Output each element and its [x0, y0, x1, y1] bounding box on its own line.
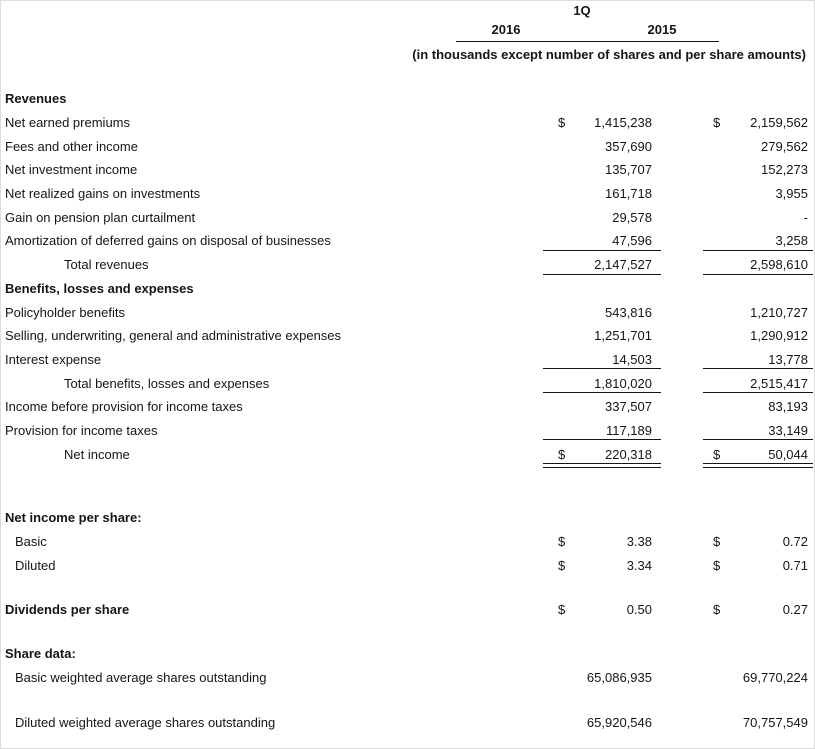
table-row	[1, 395, 813, 419]
table-row	[1, 553, 813, 577]
row-label: Net realized gains on investments	[5, 186, 201, 202]
cell-value: 3,258	[775, 233, 808, 249]
cell-2016	[543, 665, 661, 689]
cell-2016	[543, 111, 661, 135]
cell-value: 2,147,527	[594, 257, 652, 273]
cell-value: 29,578	[612, 209, 652, 225]
cell-2016	[543, 553, 661, 577]
table-row	[1, 182, 813, 206]
section-label: Net income per share:	[5, 510, 142, 526]
section-label: Benefits, losses and expenses	[5, 280, 194, 296]
row-label: Gain on pension plan curtailment	[5, 209, 196, 225]
cell-value: 0.27	[782, 602, 808, 618]
cell-value: 13,778	[768, 351, 808, 367]
cell-2015	[703, 229, 813, 253]
dollar-sign: $	[558, 446, 566, 462]
cell-value: 0.50	[626, 602, 652, 618]
dollar-sign: $	[558, 115, 566, 131]
column-header-2015: 2015	[647, 22, 677, 37]
cell-2016	[543, 598, 661, 622]
cell-2015	[703, 111, 813, 135]
cell-2015	[703, 182, 813, 206]
cell-value: 0.72	[782, 534, 808, 550]
row-label: Diluted	[15, 557, 56, 573]
total-row	[1, 371, 813, 395]
cell-value: 33,149	[768, 422, 808, 438]
row-label: Provision for income taxes	[5, 422, 158, 438]
cell-value: 2,159,562	[750, 115, 808, 131]
cell-value: 117,189	[605, 422, 652, 438]
spacer	[1, 466, 813, 506]
header-underline	[456, 41, 719, 42]
cell-value: 1,810,020	[594, 375, 652, 391]
cell-2016	[543, 419, 661, 443]
cell-value: 3,955	[775, 186, 808, 202]
cell-2016	[543, 395, 661, 419]
dollar-sign: $	[558, 557, 566, 573]
cell-value: 0.71	[782, 557, 808, 573]
spacer	[1, 689, 813, 711]
row-label: Selling, underwriting, general and administrative expenses	[5, 328, 342, 344]
row-label: Net income	[64, 446, 130, 462]
row-label: Amortization of deferred gains on disposal of businesses	[5, 233, 331, 249]
section-row	[1, 506, 813, 530]
section-label: Revenues	[5, 91, 67, 107]
cell-value: 337,507	[605, 399, 652, 415]
cell-2015	[703, 553, 813, 577]
cell-2016	[543, 182, 661, 206]
table-row	[1, 205, 813, 229]
cell-value: 14,503	[612, 351, 652, 367]
cell-value: 135,707	[605, 162, 652, 178]
row-label: Diluted weighted average shares outstanding	[15, 715, 276, 731]
table-row	[1, 598, 813, 622]
statement-body	[1, 87, 813, 735]
row-label: Fees and other income	[5, 138, 138, 154]
table-row	[1, 158, 813, 182]
cell-value: 1,210,727	[750, 304, 808, 320]
row-label: Interest expense	[5, 351, 102, 367]
period-header: 1Q	[573, 3, 591, 18]
cell-2015	[703, 158, 813, 182]
cell-2016	[543, 711, 661, 735]
cell-2015	[703, 395, 813, 419]
dollar-sign: $	[558, 534, 566, 550]
cell-value: 69,770,224	[742, 669, 808, 685]
cell-2016	[543, 253, 661, 277]
cell-2015	[703, 442, 813, 466]
cell-2015	[703, 134, 813, 158]
cell-2015	[703, 530, 813, 554]
column-header-2016: 2016	[491, 22, 521, 37]
table-row	[1, 324, 813, 348]
section-row	[1, 642, 813, 666]
row-label: Net investment income	[5, 162, 138, 178]
row-label: Policyholder benefits	[5, 304, 125, 320]
section-row	[1, 87, 813, 111]
cell-value: 2,515,417	[750, 375, 808, 391]
dollar-sign: $	[713, 534, 721, 550]
cell-2016	[543, 205, 661, 229]
cell-2016	[543, 530, 661, 554]
cell-value: 47,596	[612, 233, 652, 249]
cell-value: 279,562	[761, 138, 808, 154]
cell-2016	[543, 229, 661, 253]
cell-value: 220,318	[605, 446, 652, 462]
cell-value: 543,816	[605, 304, 652, 320]
table-row	[1, 711, 813, 735]
cell-value: 65,920,546	[586, 715, 652, 731]
net-income-row	[1, 442, 813, 466]
row-label: Total benefits, losses and expenses	[64, 375, 270, 391]
cell-2015	[703, 205, 813, 229]
cell-2016	[543, 134, 661, 158]
dollar-sign: $	[713, 446, 721, 462]
table-row	[1, 300, 813, 324]
dollar-sign: $	[713, 115, 721, 131]
cell-2015	[703, 324, 813, 348]
row-label: Dividends per share	[5, 602, 130, 618]
table-row	[1, 530, 813, 554]
row-label: Income before provision for income taxes	[5, 399, 243, 415]
row-label: Net earned premiums	[5, 115, 130, 131]
dollar-sign: $	[713, 557, 721, 573]
cell-2015	[703, 348, 813, 372]
cell-2015	[703, 419, 813, 443]
cell-2015	[703, 598, 813, 622]
table-row	[1, 111, 813, 135]
cell-2015	[703, 665, 813, 689]
table-row	[1, 229, 813, 253]
cell-value: 1,290,912	[750, 328, 808, 344]
row-label: Basic weighted average shares outstanding	[15, 669, 267, 685]
cell-value: 1,251,701	[594, 328, 652, 344]
cell-2016	[543, 442, 661, 466]
units-note: (in thousands except number of shares and per share amounts)	[412, 47, 806, 62]
total-row	[1, 253, 813, 277]
cell-value: 3.34	[626, 557, 652, 573]
dollar-sign: $	[558, 602, 566, 618]
cell-value: 152,273	[761, 162, 808, 178]
dollar-sign: $	[713, 602, 721, 618]
cell-value: 161,718	[605, 186, 652, 202]
cell-2015	[703, 371, 813, 395]
cell-2015	[703, 711, 813, 735]
cell-value: 83,193	[768, 399, 808, 415]
cell-2015	[703, 300, 813, 324]
cell-value: 2,598,610	[750, 257, 808, 273]
cell-2015	[703, 253, 813, 277]
cell-2016	[543, 371, 661, 395]
row-label: Total revenues	[64, 257, 149, 273]
cell-value: -	[803, 209, 808, 225]
cell-value: 50,044	[768, 446, 808, 462]
cell-2016	[543, 300, 661, 324]
spacer	[1, 577, 813, 598]
cell-2016	[543, 324, 661, 348]
cell-value: 357,690	[605, 138, 652, 154]
cell-value: 3.38	[626, 534, 652, 550]
section-label: Share data:	[5, 646, 76, 662]
section-row	[1, 277, 813, 301]
row-label: Basic	[15, 534, 47, 550]
cell-2016	[543, 348, 661, 372]
cell-value: 1,415,238	[594, 115, 652, 131]
table-row	[1, 665, 813, 689]
cell-2016	[543, 158, 661, 182]
spacer	[1, 622, 813, 642]
table-row	[1, 419, 813, 443]
table-row	[1, 134, 813, 158]
cell-value: 70,757,549	[742, 715, 808, 731]
table-row	[1, 348, 813, 372]
cell-value: 65,086,935	[586, 669, 652, 685]
